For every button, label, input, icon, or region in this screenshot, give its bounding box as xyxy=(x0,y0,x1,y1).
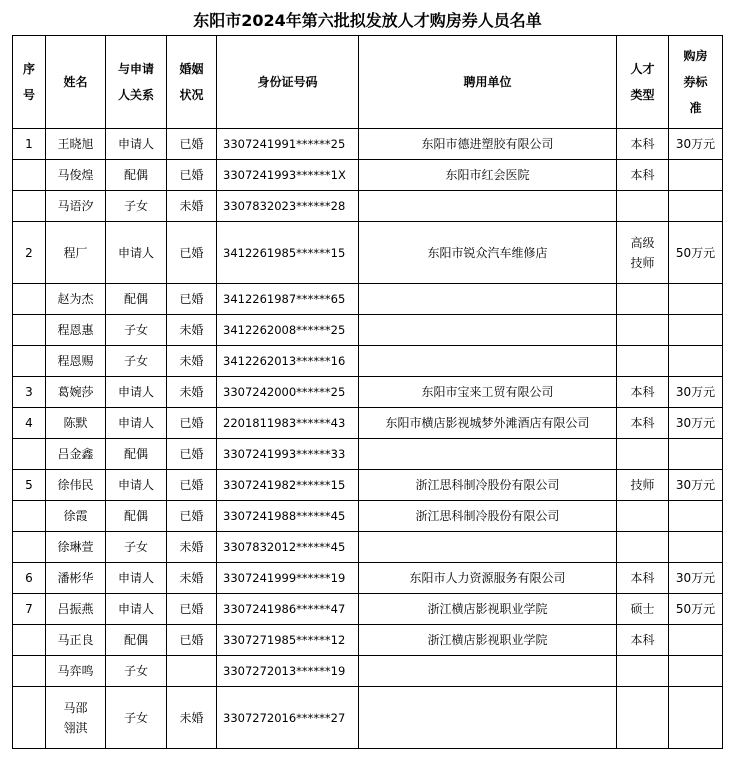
talent-voucher-table xyxy=(12,35,723,749)
cell-name: 马语汐 xyxy=(46,191,106,222)
cell-seq xyxy=(13,501,46,532)
cell-employer: 浙江横店影视职业学院 xyxy=(359,625,617,656)
cell-id-number: 3307272016******27 xyxy=(217,687,359,749)
cell-employer: 浙江横店影视职业学院 xyxy=(359,594,617,625)
cell-talent-type: 技师 xyxy=(617,470,669,501)
table-row xyxy=(13,222,723,284)
cell-seq xyxy=(13,160,46,191)
cell-employer: 东阳市人力资源服务有限公司 xyxy=(359,563,617,594)
cell-relation: 子女 xyxy=(106,315,167,346)
cell-voucher xyxy=(669,625,723,656)
cell-name: 马邵翎淇 xyxy=(46,687,106,749)
cell-id-number: 2201811983******43 xyxy=(217,408,359,439)
cell-seq xyxy=(13,191,46,222)
table-row xyxy=(13,439,723,470)
cell-talent-type: 本科 xyxy=(617,129,669,160)
cell-talent-type xyxy=(617,346,669,377)
cell-seq xyxy=(13,284,46,315)
cell-id-number: 3307241993******1X xyxy=(217,160,359,191)
header-marriage: 婚姻 状况 xyxy=(167,36,217,129)
cell-relation: 配偶 xyxy=(106,625,167,656)
cell-voucher xyxy=(669,532,723,563)
cell-marriage: 未婚 xyxy=(167,377,217,408)
cell-name: 陈默 xyxy=(46,408,106,439)
header-name: 姓名 xyxy=(46,36,106,129)
cell-employer xyxy=(359,439,617,470)
page-title: 东阳市2024年第六批拟发放人才购房券人员名单 xyxy=(193,11,542,30)
cell-name: 潘彬华 xyxy=(46,563,106,594)
cell-voucher xyxy=(669,656,723,687)
cell-employer: 东阳市德进塑胶有限公司 xyxy=(359,129,617,160)
cell-voucher xyxy=(669,346,723,377)
cell-id-number: 3412261985******15 xyxy=(217,222,359,284)
cell-marriage: 未婚 xyxy=(167,191,217,222)
cell-id-number: 3412262008******25 xyxy=(217,315,359,346)
table-row xyxy=(13,470,723,501)
cell-employer: 东阳市宝来工贸有限公司 xyxy=(359,377,617,408)
header-talent: 人才 类型 xyxy=(617,36,669,129)
cell-seq xyxy=(13,625,46,656)
cell-name: 吕振燕 xyxy=(46,594,106,625)
cell-marriage: 已婚 xyxy=(167,625,217,656)
cell-id-number: 3307832012******45 xyxy=(217,532,359,563)
cell-relation: 配偶 xyxy=(106,160,167,191)
cell-employer xyxy=(359,532,617,563)
table-row xyxy=(13,594,723,625)
cell-talent-type: 本科 xyxy=(617,625,669,656)
cell-id-number: 3307271985******12 xyxy=(217,625,359,656)
cell-employer xyxy=(359,346,617,377)
cell-seq xyxy=(13,315,46,346)
cell-seq xyxy=(13,346,46,377)
cell-talent-type xyxy=(617,315,669,346)
cell-name: 徐霞 xyxy=(46,501,106,532)
cell-id-number: 3307241988******45 xyxy=(217,501,359,532)
cell-talent-type xyxy=(617,687,669,749)
cell-relation: 申请人 xyxy=(106,563,167,594)
cell-name: 王晓旭 xyxy=(46,129,106,160)
cell-id-number: 3307241991******25 xyxy=(217,129,359,160)
header-id: 身份证号码 xyxy=(217,36,359,129)
cell-seq xyxy=(13,439,46,470)
table-row xyxy=(13,532,723,563)
cell-id-number: 3307241982******15 xyxy=(217,470,359,501)
cell-voucher xyxy=(669,284,723,315)
cell-name: 赵为杰 xyxy=(46,284,106,315)
cell-talent-type: 高级技师 xyxy=(617,222,669,284)
cell-name: 程恩赐 xyxy=(46,346,106,377)
cell-relation: 子女 xyxy=(106,532,167,563)
cell-marriage: 未婚 xyxy=(167,346,217,377)
cell-seq: 2 xyxy=(13,222,46,284)
cell-voucher xyxy=(669,191,723,222)
cell-id-number: 3307241986******47 xyxy=(217,594,359,625)
cell-talent-type: 本科 xyxy=(617,408,669,439)
cell-name: 马俊煌 xyxy=(46,160,106,191)
table-row xyxy=(13,687,723,749)
table-row xyxy=(13,408,723,439)
cell-id-number: 3412261987******65 xyxy=(217,284,359,315)
cell-seq: 3 xyxy=(13,377,46,408)
header-relation: 与申请 人关系 xyxy=(106,36,167,129)
cell-name: 程恩惠 xyxy=(46,315,106,346)
cell-marriage: 已婚 xyxy=(167,470,217,501)
cell-relation: 申请人 xyxy=(106,222,167,284)
cell-employer: 东阳市锐众汽车维修店 xyxy=(359,222,617,284)
cell-relation: 子女 xyxy=(106,656,167,687)
cell-talent-type: 本科 xyxy=(617,377,669,408)
cell-relation: 子女 xyxy=(106,687,167,749)
cell-voucher: 30万元 xyxy=(669,408,723,439)
table-row xyxy=(13,346,723,377)
cell-seq xyxy=(13,687,46,749)
cell-talent-type xyxy=(617,532,669,563)
cell-voucher: 30万元 xyxy=(669,470,723,501)
cell-seq: 5 xyxy=(13,470,46,501)
cell-relation: 申请人 xyxy=(106,377,167,408)
cell-employer xyxy=(359,656,617,687)
cell-marriage: 已婚 xyxy=(167,222,217,284)
cell-voucher xyxy=(669,501,723,532)
cell-employer: 浙江思科制冷股份有限公司 xyxy=(359,470,617,501)
table-row xyxy=(13,160,723,191)
cell-employer: 东阳市红会医院 xyxy=(359,160,617,191)
cell-name: 吕金鑫 xyxy=(46,439,106,470)
cell-talent-type xyxy=(617,656,669,687)
cell-seq: 4 xyxy=(13,408,46,439)
cell-name: 程厂 xyxy=(46,222,106,284)
cell-id-number: 3307241999******19 xyxy=(217,563,359,594)
cell-marriage: 已婚 xyxy=(167,408,217,439)
cell-voucher: 30万元 xyxy=(669,563,723,594)
table-row xyxy=(13,625,723,656)
cell-relation: 申请人 xyxy=(106,129,167,160)
cell-seq xyxy=(13,532,46,563)
cell-id-number: 3307241993******33 xyxy=(217,439,359,470)
cell-voucher: 50万元 xyxy=(669,594,723,625)
cell-voucher xyxy=(669,687,723,749)
table-row xyxy=(13,129,723,160)
cell-id-number: 3412262013******16 xyxy=(217,346,359,377)
cell-marriage: 未婚 xyxy=(167,532,217,563)
cell-name: 徐琳萱 xyxy=(46,532,106,563)
cell-relation: 配偶 xyxy=(106,501,167,532)
table-row xyxy=(13,377,723,408)
cell-talent-type xyxy=(617,501,669,532)
cell-seq: 7 xyxy=(13,594,46,625)
cell-employer xyxy=(359,284,617,315)
cell-relation: 子女 xyxy=(106,346,167,377)
cell-marriage: 已婚 xyxy=(167,129,217,160)
cell-id-number: 3307242000******25 xyxy=(217,377,359,408)
cell-employer xyxy=(359,191,617,222)
table-row xyxy=(13,315,723,346)
cell-marriage: 未婚 xyxy=(167,315,217,346)
cell-id-number: 3307832023******28 xyxy=(217,191,359,222)
cell-seq: 6 xyxy=(13,563,46,594)
cell-talent-type: 本科 xyxy=(617,563,669,594)
cell-marriage: 未婚 xyxy=(167,563,217,594)
table-row xyxy=(13,191,723,222)
cell-marriage xyxy=(167,656,217,687)
cell-marriage: 已婚 xyxy=(167,594,217,625)
cell-name: 马正良 xyxy=(46,625,106,656)
cell-voucher xyxy=(669,160,723,191)
cell-talent-type: 硕士 xyxy=(617,594,669,625)
header-employer: 聘用单位 xyxy=(359,36,617,129)
cell-employer: 东阳市横店影视城梦外滩酒店有限公司 xyxy=(359,408,617,439)
cell-talent-type xyxy=(617,284,669,315)
cell-relation: 申请人 xyxy=(106,470,167,501)
cell-talent-type: 本科 xyxy=(617,160,669,191)
cell-relation: 申请人 xyxy=(106,408,167,439)
table-header-row xyxy=(13,36,723,129)
cell-employer xyxy=(359,315,617,346)
cell-talent-type xyxy=(617,439,669,470)
cell-voucher xyxy=(669,439,723,470)
cell-voucher: 50万元 xyxy=(669,222,723,284)
cell-voucher: 30万元 xyxy=(669,377,723,408)
table-row xyxy=(13,284,723,315)
cell-id-number: 3307272013******19 xyxy=(217,656,359,687)
cell-talent-type xyxy=(617,191,669,222)
cell-employer: 浙江思科制冷股份有限公司 xyxy=(359,501,617,532)
table-row xyxy=(13,656,723,687)
cell-marriage: 已婚 xyxy=(167,501,217,532)
header-seq: 序 号 xyxy=(13,36,46,129)
cell-seq: 1 xyxy=(13,129,46,160)
cell-name: 马弈鸣 xyxy=(46,656,106,687)
cell-voucher xyxy=(669,315,723,346)
cell-name: 徐伟民 xyxy=(46,470,106,501)
cell-relation: 子女 xyxy=(106,191,167,222)
cell-marriage: 未婚 xyxy=(167,687,217,749)
cell-employer xyxy=(359,687,617,749)
cell-marriage: 已婚 xyxy=(167,439,217,470)
cell-marriage: 已婚 xyxy=(167,284,217,315)
cell-relation: 配偶 xyxy=(106,284,167,315)
table-row xyxy=(13,563,723,594)
cell-seq xyxy=(13,656,46,687)
cell-voucher: 30万元 xyxy=(669,129,723,160)
cell-relation: 配偶 xyxy=(106,439,167,470)
table-row xyxy=(13,501,723,532)
cell-relation: 申请人 xyxy=(106,594,167,625)
cell-name: 葛婉莎 xyxy=(46,377,106,408)
header-voucher: 购房 券标 准 xyxy=(669,36,723,129)
cell-marriage: 已婚 xyxy=(167,160,217,191)
